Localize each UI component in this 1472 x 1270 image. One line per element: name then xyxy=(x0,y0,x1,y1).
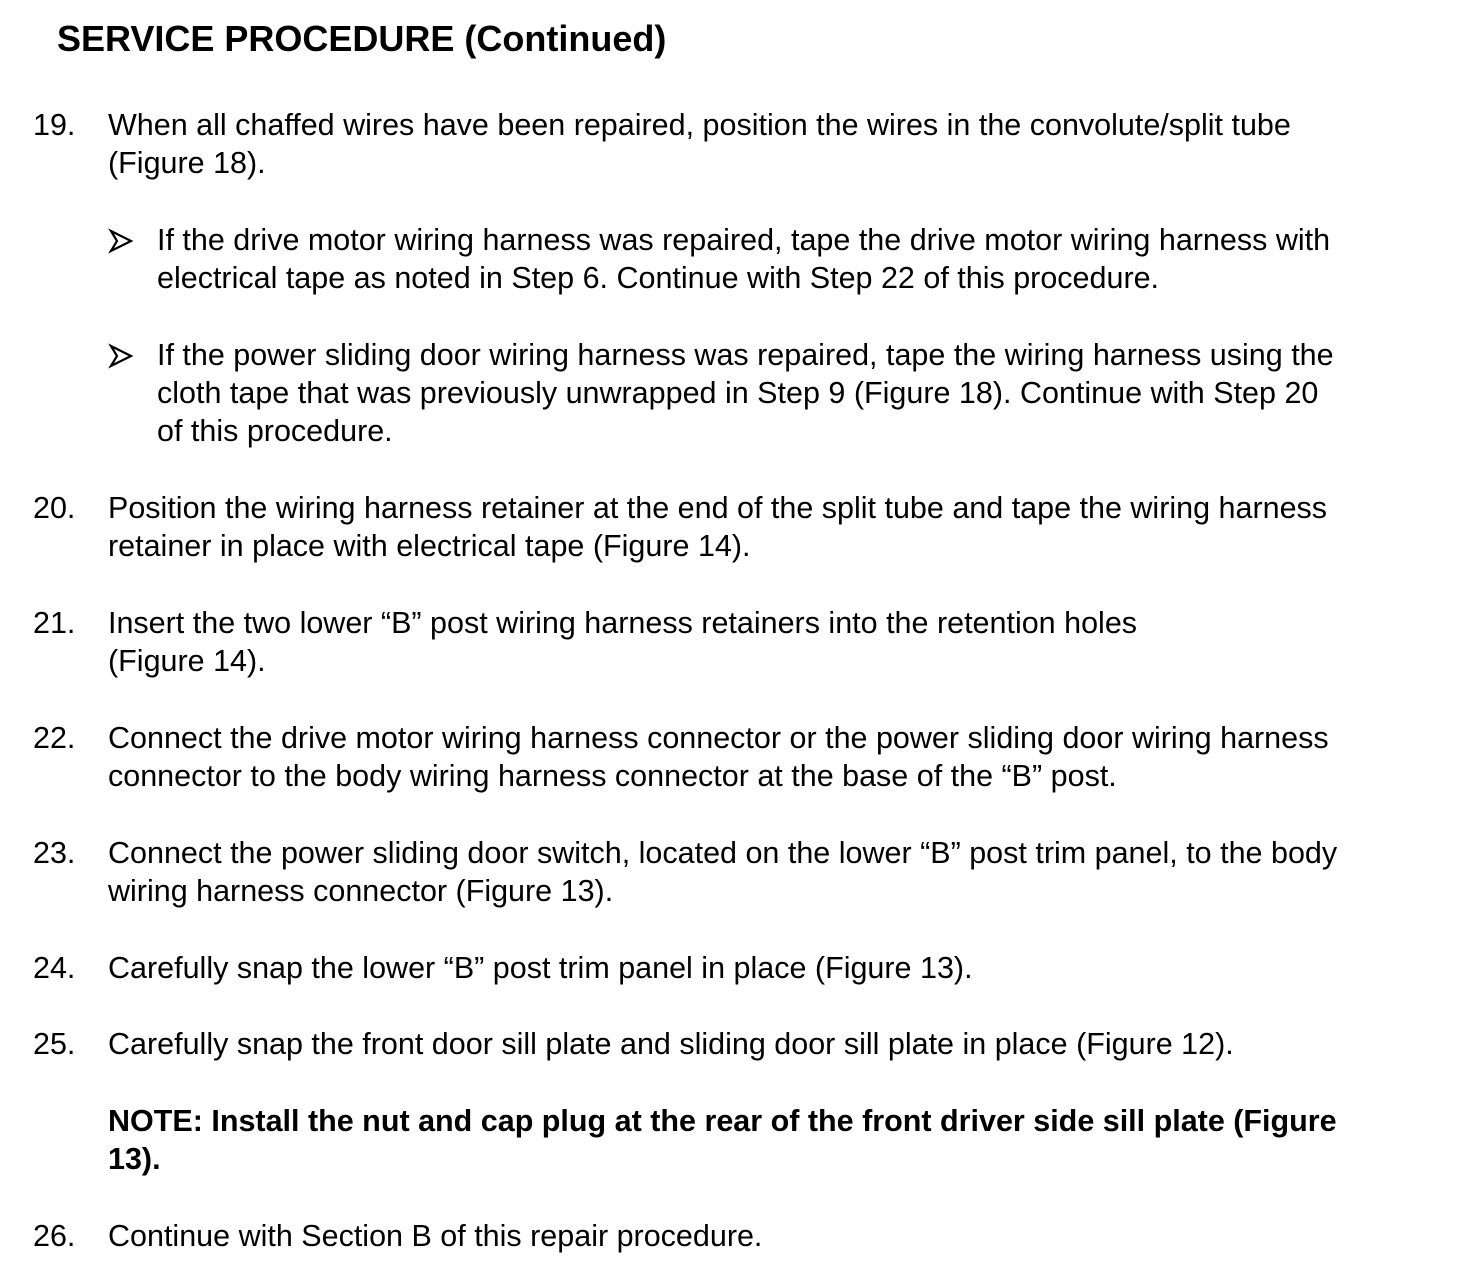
step-number: 21. xyxy=(33,606,76,640)
bullet-text: If the drive motor wiring harness was repaired, tape the drive motor wiring harness with electrical tape as noted in Step 6. Continue with Step 22 of this procedure. xyxy=(157,223,1331,295)
step-number: 22. xyxy=(33,721,76,755)
step-text: Position the wiring harness retainer at the end of the split tube and tape the wiring harness retainer in place with electrical tape (Figure 14). xyxy=(108,491,1328,563)
step-text: Carefully snap the front door sill plate and sliding door sill plate in place (Figure 12). xyxy=(108,1027,1234,1061)
arrowhead-bullet-icon xyxy=(108,221,134,259)
page-title: SERVICE PROCEDURE (Continued) xyxy=(57,18,667,59)
step-text: Connect the drive motor wiring harness connector or the power sliding door wiring harness connector to the body wiring harness connector at the base of the “B” post. xyxy=(108,721,1329,793)
step-number: 19. xyxy=(33,108,76,142)
step-number: 24. xyxy=(33,951,76,985)
bullet-text: If the power sliding door wiring harness was repaired, tape the wiring harness using the cloth tape that was previously unwrapped in Step 9 (Figure 18). Continue with Step 20 of this procedure. xyxy=(157,338,1334,448)
step-text: Insert the two lower “B” post wiring harness retainers into the retention holes (Figure 14). xyxy=(108,606,1138,678)
note-text: NOTE: Install the nut and cap plug at the rear of the front driver side sill plate (Figure 13). xyxy=(108,1104,1337,1176)
step-text: Continue with Section B of this repair procedure. xyxy=(108,1219,763,1253)
step-text: When all chaffed wires have been repaired, position the wires in the convolute/split tube (Figure 18). xyxy=(108,108,1291,180)
step-text: Connect the power sliding door switch, located on the lower “B” post trim panel, to the body wiring harness connector (Figure 13). xyxy=(108,836,1338,908)
arrowhead-bullet-icon xyxy=(108,336,134,374)
step-number: 25. xyxy=(33,1027,76,1061)
step-number: 23. xyxy=(33,836,76,870)
step-number: 26. xyxy=(33,1219,76,1253)
step-number: 20. xyxy=(33,491,76,525)
step-text: Carefully snap the lower “B” post trim panel in place (Figure 13). xyxy=(108,951,973,985)
